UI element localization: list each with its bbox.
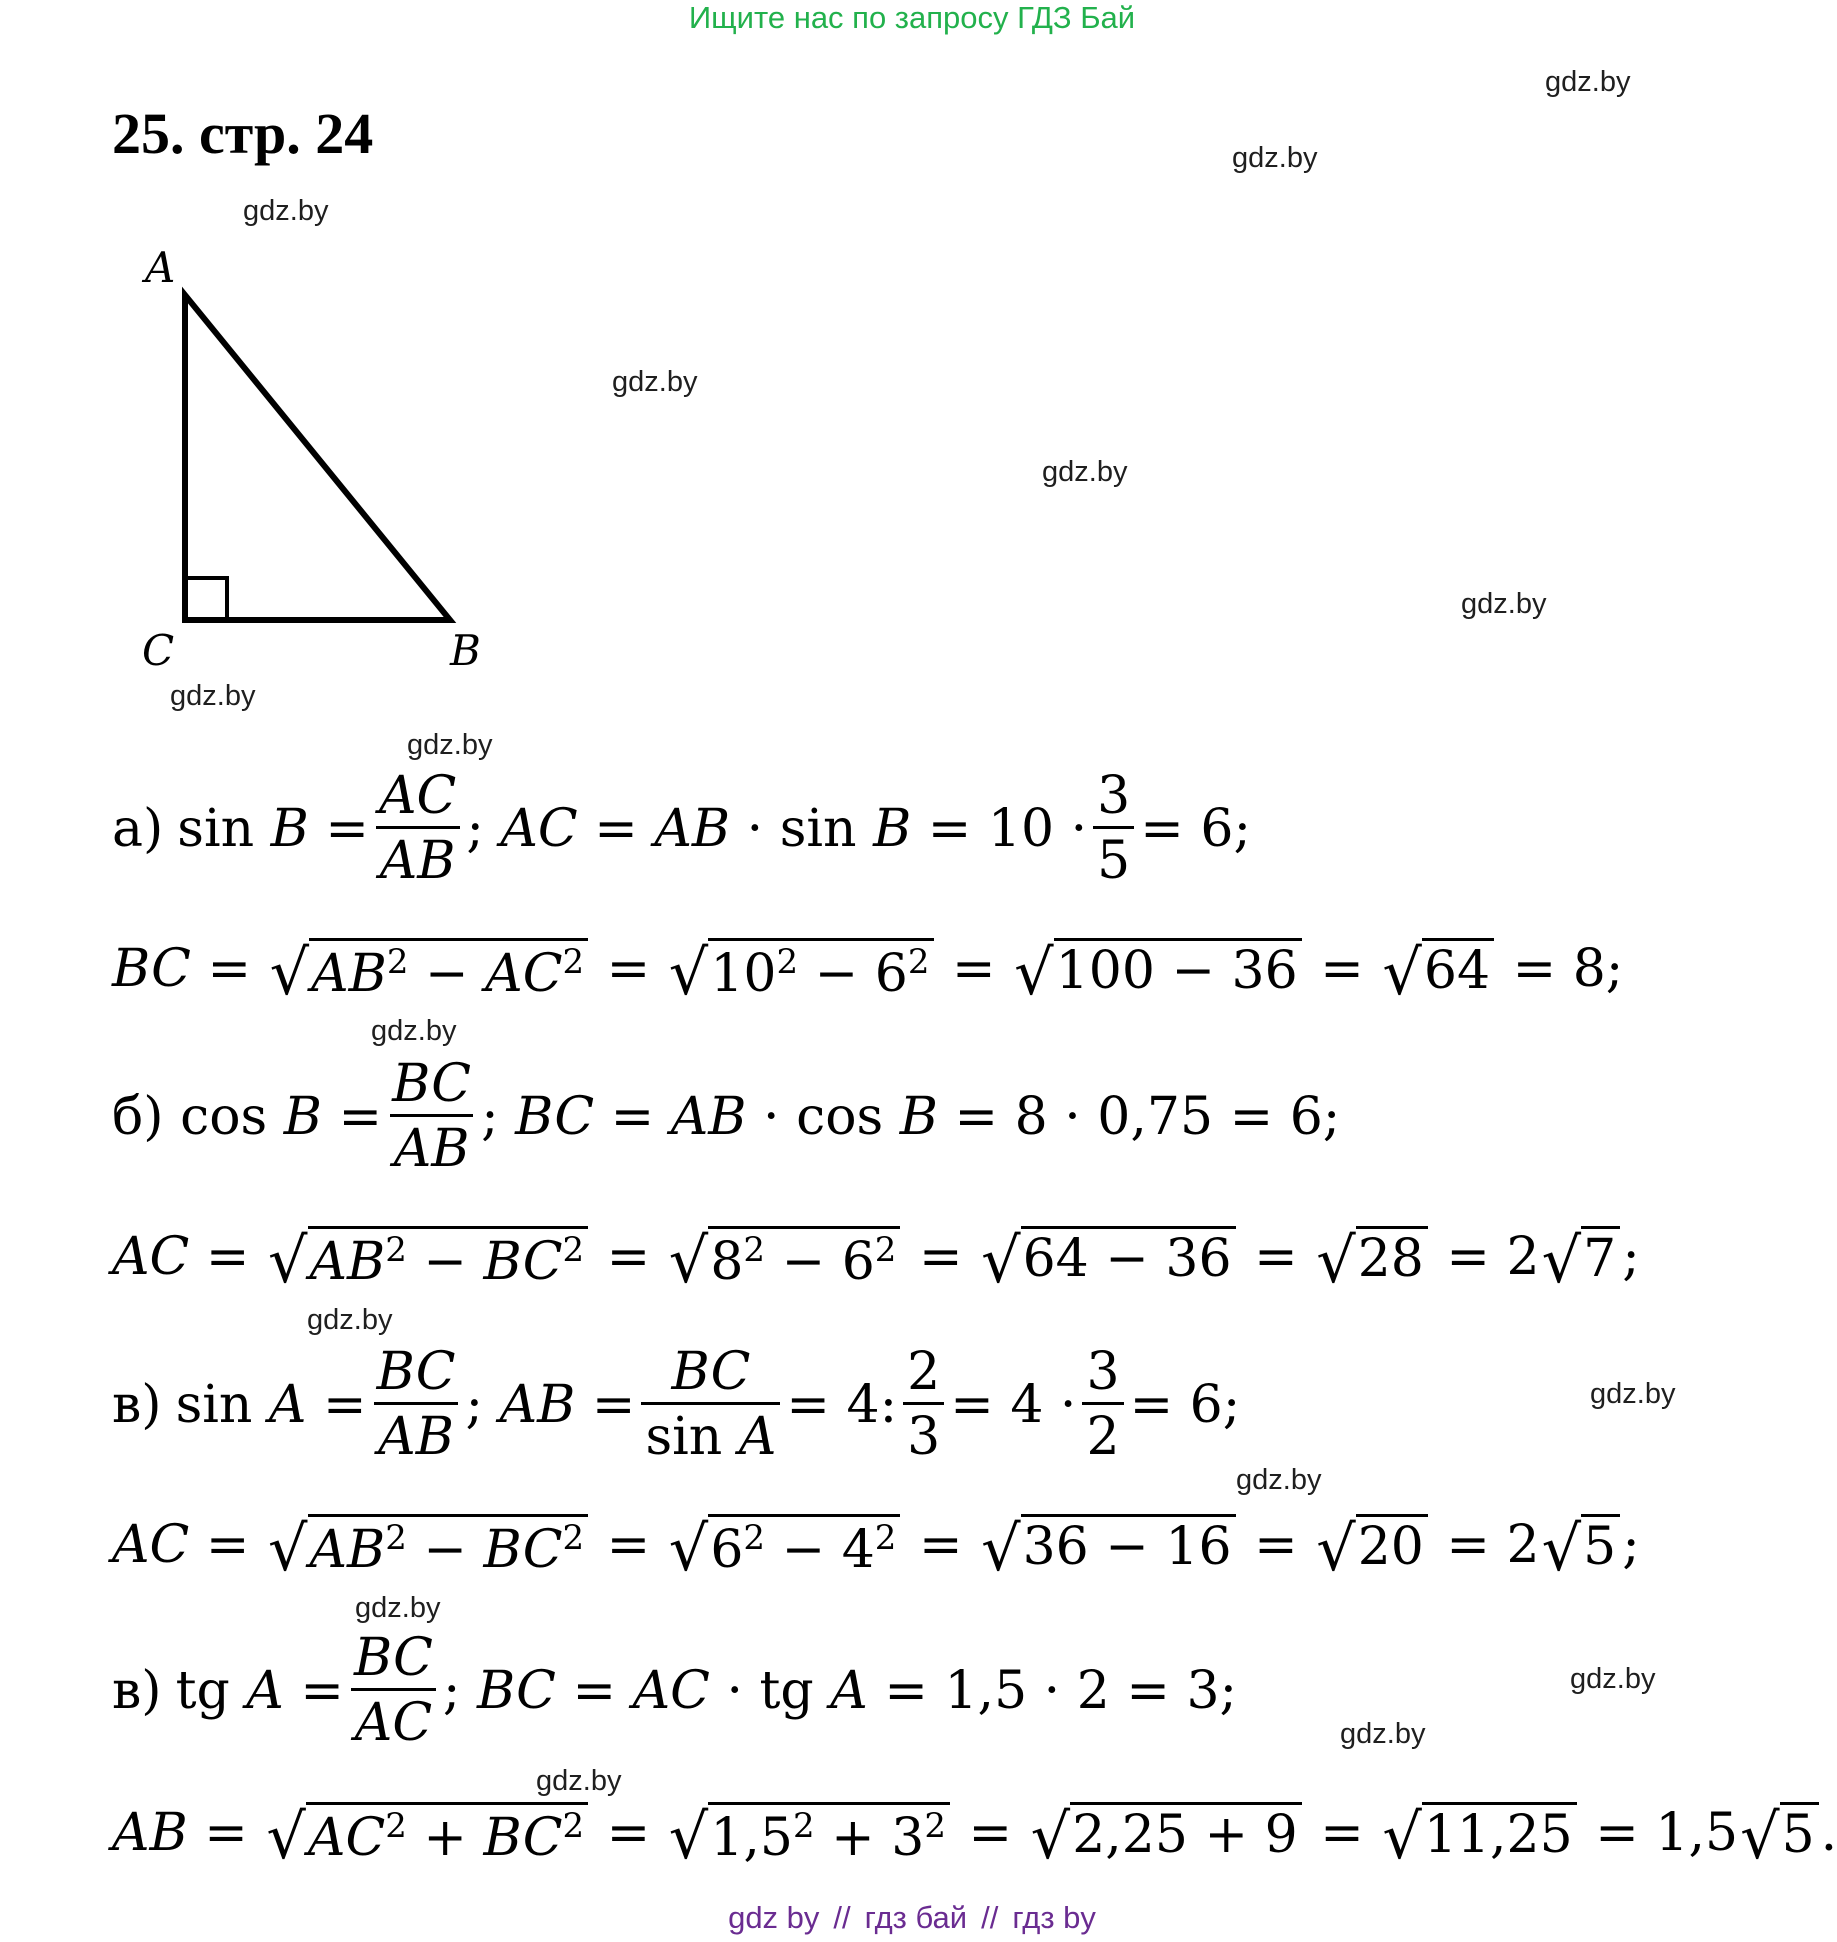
watermark: gdz.by: [1340, 1718, 1426, 1750]
vertex-a-label: A: [145, 243, 176, 292]
square-root: √ 20: [1316, 1514, 1428, 1576]
solution-line-d-1: в) tg A = $\frac{BC}{AC}$ ; BC = AC · tg A = 1,5 · 2 = 3;: [112, 1628, 1238, 1753]
result: 6;: [1189, 1374, 1241, 1435]
vertex-b-label: B: [450, 626, 481, 675]
result: 6;: [1200, 798, 1251, 859]
square-root: √ 28: [1316, 1226, 1428, 1288]
square-root: √ $8^2 - 6^2$: [669, 1226, 901, 1288]
watermark: gdz.by: [1461, 588, 1547, 620]
square-root: √ 11,25: [1382, 1802, 1576, 1864]
result: 6;: [1289, 1086, 1341, 1147]
square-root: √ $10^2 - 6^2$: [669, 938, 934, 1000]
watermark: gdz.by: [1570, 1663, 1656, 1695]
result: 3;: [1186, 1660, 1238, 1721]
square-root: √ 36 − 16: [981, 1514, 1235, 1576]
part-label: в): [112, 1660, 162, 1721]
solution-line-d-2: AB = √ $AC^2 + BC^2$ = √ $1,5^2 + 3^2$ = √ 2,25 + 9 = √ 11,25 = 1,5 √ 5 .: [112, 1800, 1837, 1873]
footer-links: gdz by // гдз бай // гдз by: [728, 1900, 1096, 1935]
square-root: √ 2,25 + 9: [1031, 1802, 1302, 1864]
right-angle-mark: [185, 578, 227, 620]
right-triangle-figure: [120, 240, 500, 680]
fraction: $\frac{BC}{AB}$: [373, 1346, 460, 1463]
watermark: gdz.by: [170, 680, 256, 712]
solution-line-a-1: а) sin B = $\frac{AC}{AB}$ ; AC = AB · sin B = 10 · $\frac{3}{5}$ = 6;: [112, 766, 1251, 891]
watermark: gdz.by: [243, 195, 329, 227]
fraction: $\frac{2}{3}$: [903, 1346, 944, 1463]
result: 8;: [1572, 939, 1624, 999]
solution-line-a-2: BC = √ $AB^2 - AC^2$ = √ $10^2 - 6^2$ = √ 100 − 36 = √ 64 = 8;: [112, 936, 1624, 1009]
triangle-outline: [185, 295, 450, 620]
square-root: √ $AB^2 - BC^2$: [268, 1226, 588, 1288]
solution-line-b-2: AC = √ $AB^2 - BC^2$ = √ $8^2 - 6^2$ = √ 64 − 36 = √ 28 = 2 √ 7 ;: [112, 1224, 1640, 1297]
watermark: gdz.by: [371, 1015, 457, 1047]
watermark: gdz.by: [307, 1304, 393, 1336]
square-root: √ $AB^2 - BC^2$: [268, 1514, 588, 1576]
part-label: б): [112, 1086, 164, 1147]
footer-link[interactable]: гдз by: [1012, 1900, 1096, 1935]
part-label: в): [112, 1374, 162, 1435]
fraction: $\frac{BC}{\text{sin A}}$: [641, 1346, 780, 1463]
solution-line-b-1: б) cos B = $\frac{BC}{AB}$ ; BC = AB · cos B = 8 · 0,75 = 6;: [112, 1054, 1341, 1179]
fraction: $\frac{3}{2}$: [1082, 1346, 1123, 1463]
page-title: 25. стр. 24: [112, 101, 374, 166]
part-label: а): [112, 798, 164, 859]
footer-link[interactable]: гдз бай: [864, 1900, 968, 1935]
search-banner: Ищите нас по запросу ГДЗ Бай: [688, 0, 1136, 35]
watermark: gdz.by: [536, 1765, 622, 1797]
square-root: √ $6^2 - 4^2$: [669, 1514, 901, 1576]
square-root: √ $1,5^2 + 3^2$: [669, 1802, 950, 1864]
square-root: √ $AC^2 + BC^2$: [266, 1802, 588, 1864]
fraction: $\frac{BC}{AB}$: [388, 1058, 475, 1175]
square-root: √ 5: [1542, 1514, 1621, 1576]
square-root: √ 5: [1740, 1802, 1819, 1864]
function-name: sin: [177, 798, 255, 859]
watermark: gdz.by: [1545, 66, 1631, 98]
watermark: gdz.by: [355, 1592, 441, 1624]
square-root: √ 7: [1542, 1226, 1621, 1288]
variable: B: [270, 798, 309, 859]
watermark: gdz.by: [1042, 456, 1128, 488]
square-root: √ 64: [1382, 938, 1494, 1000]
watermark: gdz.by: [1590, 1378, 1676, 1410]
vertex-c-label: C: [142, 626, 175, 675]
watermark: gdz.by: [1232, 142, 1318, 174]
watermark: gdz.by: [1236, 1464, 1322, 1496]
fraction: $\frac{BC}{AC}$: [350, 1632, 437, 1749]
square-root: √ 100 − 36: [1014, 938, 1302, 1000]
solution-line-c-1: в) sin A = $\frac{BC}{AB}$ ; AB = $\frac{BC}{\text{sin A}}$ = 4: $\frac{2}{3}$ = 4 · $\frac{3}{2}$ = 6;: [112, 1342, 1241, 1467]
watermark: gdz.by: [612, 366, 698, 398]
square-root: √ $AB^2 - AC^2$: [270, 938, 589, 1000]
watermark: gdz.by: [407, 729, 493, 761]
solution-line-c-2: AC = √ $AB^2 - BC^2$ = √ $6^2 - 4^2$ = √ 36 − 16 = √ 20 = 2 √ 5 ;: [112, 1512, 1640, 1585]
equals-sign: =: [325, 798, 369, 859]
fraction: $\frac{AC}{AB}$: [375, 770, 460, 887]
footer-link[interactable]: gdz by: [728, 1900, 820, 1935]
fraction: $\frac{3}{5}$: [1093, 770, 1134, 887]
square-root: √ 64 − 36: [981, 1226, 1235, 1288]
